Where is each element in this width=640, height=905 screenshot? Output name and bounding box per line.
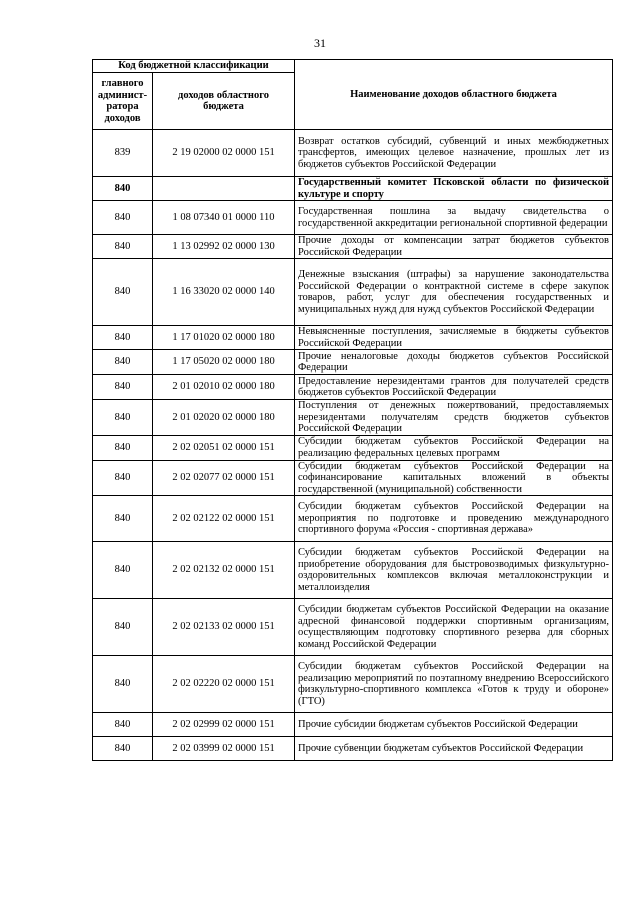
table-row	[93, 201, 613, 235]
description-cell: Субсидии бюджетам субъектов Российской Федерации на оказание адресной финансовой поддержки спортивным организациям, осуществляющим подготовку спортивного резерва для сборных команд Российской Федерации	[295, 599, 613, 656]
admin-code-cell: 840	[93, 259, 153, 326]
admin-code-cell: 840	[93, 542, 153, 599]
table-row	[93, 496, 613, 542]
income-code-cell: 2 02 02999 02 0000 151	[153, 713, 295, 737]
admin-code-cell: 840	[93, 599, 153, 656]
admin-code-cell: 840	[93, 235, 153, 259]
admin-code-cell: 840	[93, 177, 153, 201]
description-cell: Субсидии бюджетам субъектов Российской Федерации на реализацию федеральных целевых программ	[295, 435, 613, 460]
table-body	[93, 130, 613, 761]
income-code-cell: 2 02 02132 02 0000 151	[153, 542, 295, 599]
description-cell: Прочие субвенции бюджетам субъектов Российской Федерации	[295, 737, 613, 761]
income-code-cell: 1 17 01020 02 0000 180	[153, 326, 295, 350]
table-row	[93, 656, 613, 713]
admin-code-cell: 840	[93, 737, 153, 761]
admin-code-cell: 840	[93, 326, 153, 350]
description-cell: Предоставление нерезидентами грантов для получателей средств бюджетов субъектов Российской Федерации	[295, 375, 613, 400]
description-cell: Субсидии бюджетам субъектов Российской Федерации на мероприятия по подготовке и проведению международного спортивного форума «Россия - спортивная держава»	[295, 496, 613, 542]
admin-code-cell: 840	[93, 496, 153, 542]
admin-code-cell: 839	[93, 130, 153, 177]
admin-code-cell: 840	[93, 713, 153, 737]
description-cell: Денежные взыскания (штрафы) за нарушение законодательства Российской Федерации о контрактной системе в сфере закупок товаров, работ, услуг для обеспечения государственных и муниципальных нужд для нужд субъектов Российской Федерации	[295, 259, 613, 326]
description-cell: Субсидии бюджетам субъектов Российской Федерации на реализацию мероприятий по поэтапному внедрению Всероссийского физкультурно-спортивного комплекса «Готов к труду и обороне» (ГТО)	[295, 656, 613, 713]
income-code-cell	[153, 177, 295, 201]
description-cell: Возврат остатков субсидий, субвенций и иных межбюджетных трансфертов, имеющих целевое назначение, прошлых лет из бюджетов субъектов Российской Федерации	[295, 130, 613, 177]
table-row	[93, 350, 613, 375]
description-cell: Субсидии бюджетам субъектов Российской Федерации на приобретение оборудования для быстровозводимых физкультурно-оздоровительных комплексов включая металлоконструкции и металлоизделия	[295, 542, 613, 599]
description-cell: Субсидии бюджетам субъектов Российской Федерации на софинансирование капитальных вложений в объекты государственной (муниципальной) собственности	[295, 460, 613, 496]
page-number: 31	[314, 36, 326, 50]
table-row	[93, 177, 613, 201]
header-income-column: доходов областного бюджета	[153, 73, 295, 130]
income-code-cell: 2 01 02010 02 0000 180	[153, 375, 295, 400]
income-code-cell: 2 02 02122 02 0000 151	[153, 496, 295, 542]
table-row	[93, 375, 613, 400]
budget-classification-table	[92, 59, 613, 761]
description-cell: Поступления от денежных пожертвований, предоставляемых нерезидентами получателям средств бюджетов субъектов Российской Федерации	[295, 400, 613, 436]
admin-code-cell: 840	[93, 460, 153, 496]
income-code-cell: 2 02 02220 02 0000 151	[153, 656, 295, 713]
income-code-cell: 2 02 03999 02 0000 151	[153, 737, 295, 761]
table-row	[93, 713, 613, 737]
income-code-cell: 2 01 02020 02 0000 180	[153, 400, 295, 436]
table-row	[93, 460, 613, 496]
admin-code-cell: 840	[93, 350, 153, 375]
admin-code-cell: 840	[93, 656, 153, 713]
description-cell: Прочие неналоговые доходы бюджетов субъектов Российской Федерации	[295, 350, 613, 375]
description-cell: Невыясненные поступления, зачисляемые в бюджеты субъектов Российской Федерации	[295, 326, 613, 350]
income-code-cell: 2 02 02133 02 0000 151	[153, 599, 295, 656]
admin-code-cell: 840	[93, 400, 153, 436]
header-admin-column: главного админист-ратора доходов	[93, 73, 153, 130]
table-row	[93, 542, 613, 599]
description-cell: Государственная пошлина за выдачу свидетельства о государственной аккредитации региональной спортивной федерации	[295, 201, 613, 235]
admin-code-cell: 840	[93, 375, 153, 400]
header-name-column: Наименование доходов областного бюджета	[295, 60, 613, 130]
income-code-cell: 1 17 05020 02 0000 180	[153, 350, 295, 375]
income-code-cell: 1 16 33020 02 0000 140	[153, 259, 295, 326]
description-cell: Прочие субсидии бюджетам субъектов Российской Федерации	[295, 713, 613, 737]
income-code-cell: 2 02 02051 02 0000 151	[153, 435, 295, 460]
admin-code-cell: 840	[93, 201, 153, 235]
income-code-cell: 2 02 02077 02 0000 151	[153, 460, 295, 496]
description-cell: Прочие доходы от компенсации затрат бюджетов субъектов Российской Федерации	[295, 235, 613, 259]
header-group-label: Код бюджетной классификации	[93, 60, 295, 73]
table-row	[93, 326, 613, 350]
admin-code-cell: 840	[93, 435, 153, 460]
table-row	[93, 235, 613, 259]
income-code-cell: 2 19 02000 02 0000 151	[153, 130, 295, 177]
table-row	[93, 130, 613, 177]
table-row	[93, 400, 613, 436]
description-cell: Государственный комитет Псковской области по физической культуре и спорту	[295, 177, 613, 201]
income-code-cell: 1 08 07340 01 0000 110	[153, 201, 295, 235]
table-row	[93, 737, 613, 761]
table-row	[93, 259, 613, 326]
table-row	[93, 599, 613, 656]
table-row	[93, 435, 613, 460]
income-code-cell: 1 13 02992 02 0000 130	[153, 235, 295, 259]
